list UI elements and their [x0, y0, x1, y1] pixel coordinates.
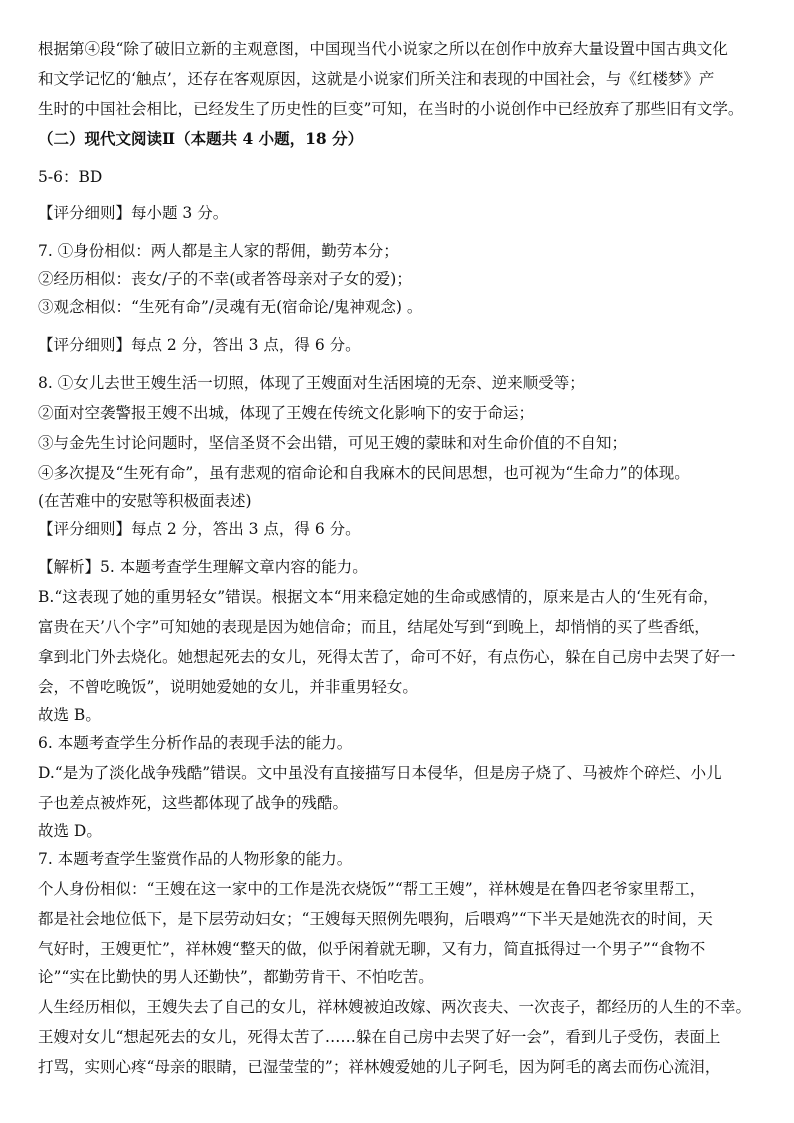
answer-7-line-1: 7. ①身份相似：两人都是主人家的帮佣，勤劳本分； [38, 242, 399, 260]
analysis-line-1: 【解析】5. 本题考查学生理解文章内容的能力。 [38, 558, 368, 576]
intro-line-1: 根据第④段“除了破旧立新的主观意图，中国现当代小说家之所以在创作中放弃大量设置中国古典文化 [38, 40, 728, 58]
rubric-7: 【评分细则】每点 2 分，答出 3 点，得 6 分。 [38, 336, 361, 354]
analysis-line-11: 7. 本题考查学生鉴赏作品的人物形象的能力。 [38, 850, 353, 868]
analysis-line-6: 故选 B。 [38, 706, 101, 724]
answer-8-line-4: ④多次提及“生死有命”，虽有悲观的宿命论和自我麻木的民间思想，也可视为“生命力”的体现。 [38, 464, 690, 482]
analysis-line-9: 子也差点被炸死，这些都体现了战争的残酷。 [38, 794, 349, 812]
answer-8-line-1: 8. ①女儿去世王嫂生活一切照，体现了王嫂面对生活困境的无奈、逆来顺受等； [38, 374, 585, 392]
analysis-line-12: 个人身份相似：“王嫂在这一家中的工作是洗衣烧饭”“帮工王嫂”，祥林嫂是在鲁四老爷家里帮工， [38, 880, 706, 898]
answer-8-line-3: ③与金先生讨论问题时，坚信圣贤不会出错，可见王嫂的蒙昧和对生命价值的不自知； [38, 434, 628, 452]
answer-7-line-2: ②经历相似：丧女/子的不幸(或者答母亲对子女的爱)； [38, 270, 412, 288]
analysis-line-5: 会，不曾吃晚饭”，说明她爱她的女儿，并非重男轻女。 [38, 678, 418, 696]
analysis-line-3: 富贵在天’八个字”可知她的表现是因为她信命；而且，结尾处写到“到晚上，却悄悄的买了些香纸， [38, 618, 710, 636]
analysis-line-8: D.“是为了淡化战争残酷”错误。文中虽没有直接描写日本侵华，但是房子烧了、马被炸个碎烂、小儿 [38, 764, 722, 782]
analysis-line-17: 王嫂对女儿“想起死去的女儿，死得太苦了……躲在自己房中去哭了好一会”，看到儿子受伤，表面上 [38, 1028, 721, 1046]
analysis-line-15: 论”“实在比勤快的男人还勤快”，都勤劳肯干、不怕吃苦。 [38, 968, 434, 986]
intro-line-2: 和文学记忆的‘触点’，还存在客观原因，这就是小说家们所关注和表现的中国社会，与《红楼梦》产 [38, 70, 715, 88]
analysis-line-10: 故选 D。 [38, 822, 102, 840]
rubric-8: 【评分细则】每点 2 分，答出 3 点，得 6 分。 [38, 520, 361, 538]
rubric-5-6: 【评分细则】每小题 3 分。 [38, 204, 229, 222]
analysis-line-13: 都是社会地位低下，是下层劳动妇女；“王嫂每天照例先喂狗，后喂鸡”“下半天是她洗衣的时间，天 [38, 910, 713, 928]
analysis-line-16: 人生经历相似，王嫂失去了自己的女儿，祥林嫂被迫改嫁、两次丧夫、一次丧子，都经历的人生的不幸。 [38, 998, 752, 1016]
analysis-line-7: 6. 本题考查学生分析作品的表现手法的能力。 [38, 734, 353, 752]
analysis-line-14: 气好时，王嫂更忙”，祥林嫂“整天的做，似乎闲着就无聊，又有力，简直抵得过一个男子”“食物不 [38, 940, 706, 958]
intro-line-3: 生时的中国社会相比，已经发生了历史性的巨变”可知，在当时的小说创作中已经放弃了那些旧有文学。 [38, 100, 744, 118]
analysis-line-18: 打骂，实则心疼“母亲的眼睛，已湿莹莹的”；祥林嫂爱她的儿子阿毛，因为阿毛的离去而伤心流泪， [38, 1058, 721, 1076]
analysis-line-2: B.“这表现了她的重男轻女”错误。根据文本“用来稳定她的生命或感情的，原来是古人的‘生死有命， [38, 588, 719, 606]
answer-8-line-2: ②面对空袭警报王嫂不出城，体现了王嫂在传统文化影响下的安于命运； [38, 404, 535, 422]
answer-7-line-3: ③观念相似：“生死有命”/灵魂有无(宿命论/鬼神观念) 。 [38, 298, 423, 316]
analysis-line-4: 拿到北门外去烧化。她想起死去的女儿，死得太苦了，命可不好，有点伤心，躲在自己房中去哭了好一 [38, 648, 736, 666]
answer-5-6: 5-6：BD [38, 168, 103, 186]
answer-8-line-5: (在苦难中的安慰等积极面表述) [38, 492, 252, 510]
section-heading: （二）现代文阅读Ⅱ（本题共 4 小题，18 分） [38, 129, 364, 148]
